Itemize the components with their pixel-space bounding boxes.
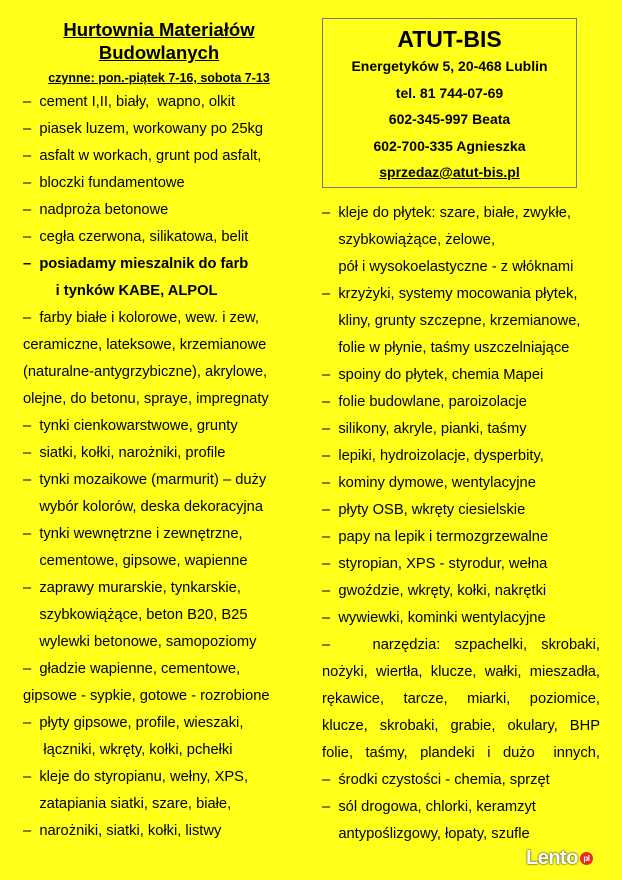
mobile-beata: 602-345-997 Beata: [388, 111, 511, 127]
store-title-line-2: Budowlanych: [98, 42, 220, 63]
list-item: – kominy dymowe, wentylacyjne: [322, 475, 536, 491]
list-item: – spoiny do płytek, chemia Mapei: [322, 367, 544, 383]
list-item: łączniki, wkręty, kołki, pchełki: [23, 742, 233, 758]
list-item: – płyty gipsowe, profile, wieszaki,: [23, 715, 244, 731]
list-item: – cement I,II, biały, wapno, olkit: [23, 94, 235, 110]
list-item: – piasek luzem, workowany po 25kg: [23, 121, 264, 137]
lento-logo-badge: pl: [580, 852, 593, 865]
list-item: zatapiania siatki, szare, białe,: [23, 796, 232, 812]
list-item: folie w płynie, taśmy uszczelniające: [322, 340, 570, 356]
list-item: – kleje do płytek: szare, białe, zwykłe,: [322, 205, 571, 221]
email-link[interactable]: sprzedaz@atut-bis.pl: [379, 164, 520, 180]
address: Energetyków 5, 20-468 Lublin: [351, 58, 548, 74]
list-item: – folie budowlane, paroizolacje: [322, 394, 527, 410]
list-item: (naturalne-antygrzybiczne), akrylowe,: [23, 364, 268, 380]
list-item: – lepiki, hydroizolacje, dysperbity,: [322, 448, 544, 464]
lento-logo: [526, 847, 593, 870]
lento-logo-text: Lento: [526, 847, 578, 869]
left-product-list: [23, 89, 295, 845]
list-item: cementowe, gipsowe, wapienne: [23, 553, 248, 569]
list-item: – gładzie wapienne, cementowe,: [23, 661, 241, 677]
list-item: – płyty OSB, wkręty ciesielskie: [322, 502, 526, 518]
right-column: [322, 18, 600, 848]
list-item: – środki czystości - chemia, sprzęt: [322, 772, 550, 788]
list-item: – wywiewki, kominki wentylacyjne: [322, 610, 546, 626]
list-item: wybór kolorów, deska dekoracyjna: [23, 499, 264, 515]
list-item: – tynki wewnętrzne i zewnętrzne,: [23, 526, 243, 542]
list-item: kliny, grunty szczepne, krzemianowe,: [322, 313, 581, 329]
list-item: – narzędzia: szpachelki, skrobaki,: [322, 637, 600, 653]
list-item: wylewki betonowe, samopoziomy: [23, 634, 257, 650]
list-item: pół i wysokoelastyczne - z włóknami: [322, 259, 574, 275]
list-item: – tynki cienkowarstwowe, grunty: [23, 418, 238, 434]
list-item: – zaprawy murarskie, tynkarskie,: [23, 580, 241, 596]
list-item: – silikony, akryle, pianki, taśmy: [322, 421, 527, 437]
list-item: szybkowiążące, żelowe,: [322, 232, 496, 248]
list-item: – nadproża betonowe: [23, 202, 169, 218]
list-item: – siatki, kołki, narożniki, profile: [23, 445, 226, 461]
contact-box: [322, 18, 577, 188]
list-item: i tynków KABE, ALPOL: [23, 283, 218, 299]
list-item: szybkowiążące, beton B20, B25: [23, 607, 248, 623]
left-column: [23, 18, 295, 845]
list-item: – styropian, XPS - styrodur, wełna: [322, 556, 548, 572]
list-item: – cegła czerwona, silikatowa, belit: [23, 229, 249, 245]
list-item: – farby białe i kolorowe, wew. i zew,: [23, 310, 259, 326]
list-item: rękawice, tarcze, miarki, poziomice,: [322, 691, 600, 707]
list-item: – gwoździe, wkręty, kołki, nakrętki: [322, 583, 547, 599]
list-item: – bloczki fundamentowe: [23, 175, 185, 191]
list-item: – tynki mozaikowe (marmurit) – duży: [23, 472, 267, 488]
list-item: – kleje do styropianu, wełny, XPS,: [23, 769, 249, 785]
list-item: – narożniki, siatki, kołki, listwy: [23, 823, 222, 839]
phone: tel. 81 744-07-69: [395, 84, 504, 101]
list-item: antypoślizgowy, łopaty, szufle: [322, 826, 530, 842]
list-item: folie, taśmy, plandeki i dużo innych,: [322, 745, 600, 761]
list-item: – krzyżyki, systemy mocowania płytek,: [322, 286, 578, 302]
list-item: – sól drogowa, chlorki, keramzyt: [322, 799, 536, 815]
list-item: – asfalt w workach, grunt pod asfalt,: [23, 148, 262, 164]
store-title-line-1: Hurtownia Materiałów: [63, 19, 255, 40]
list-item: olejne, do betonu, spraye, impregnaty: [23, 391, 269, 407]
opening-hours: czynne: pon.-piątek 7-16, sobota 7-13: [48, 71, 270, 85]
right-product-list: [322, 200, 600, 848]
list-item: klucze, skrobaki, grabie, okulary, BHP: [322, 718, 600, 734]
list-item: ceramiczne, lateksowe, krzemianowe: [23, 337, 267, 353]
store-title: [23, 18, 295, 64]
list-item: nożyki, wiertła, klucze, wałki, mieszadła,: [322, 664, 600, 680]
company-name: ATUT-BIS: [397, 26, 502, 52]
list-item: – posiadamy mieszalnik do farb: [23, 256, 249, 272]
mobile-agnieszka: 602-700-335 Agnieszka: [373, 137, 526, 154]
list-item: gipsowe - sypkie, gotowe - rozrobione: [23, 688, 270, 704]
list-item: – papy na lepik i termozgrzewalne: [322, 529, 549, 545]
